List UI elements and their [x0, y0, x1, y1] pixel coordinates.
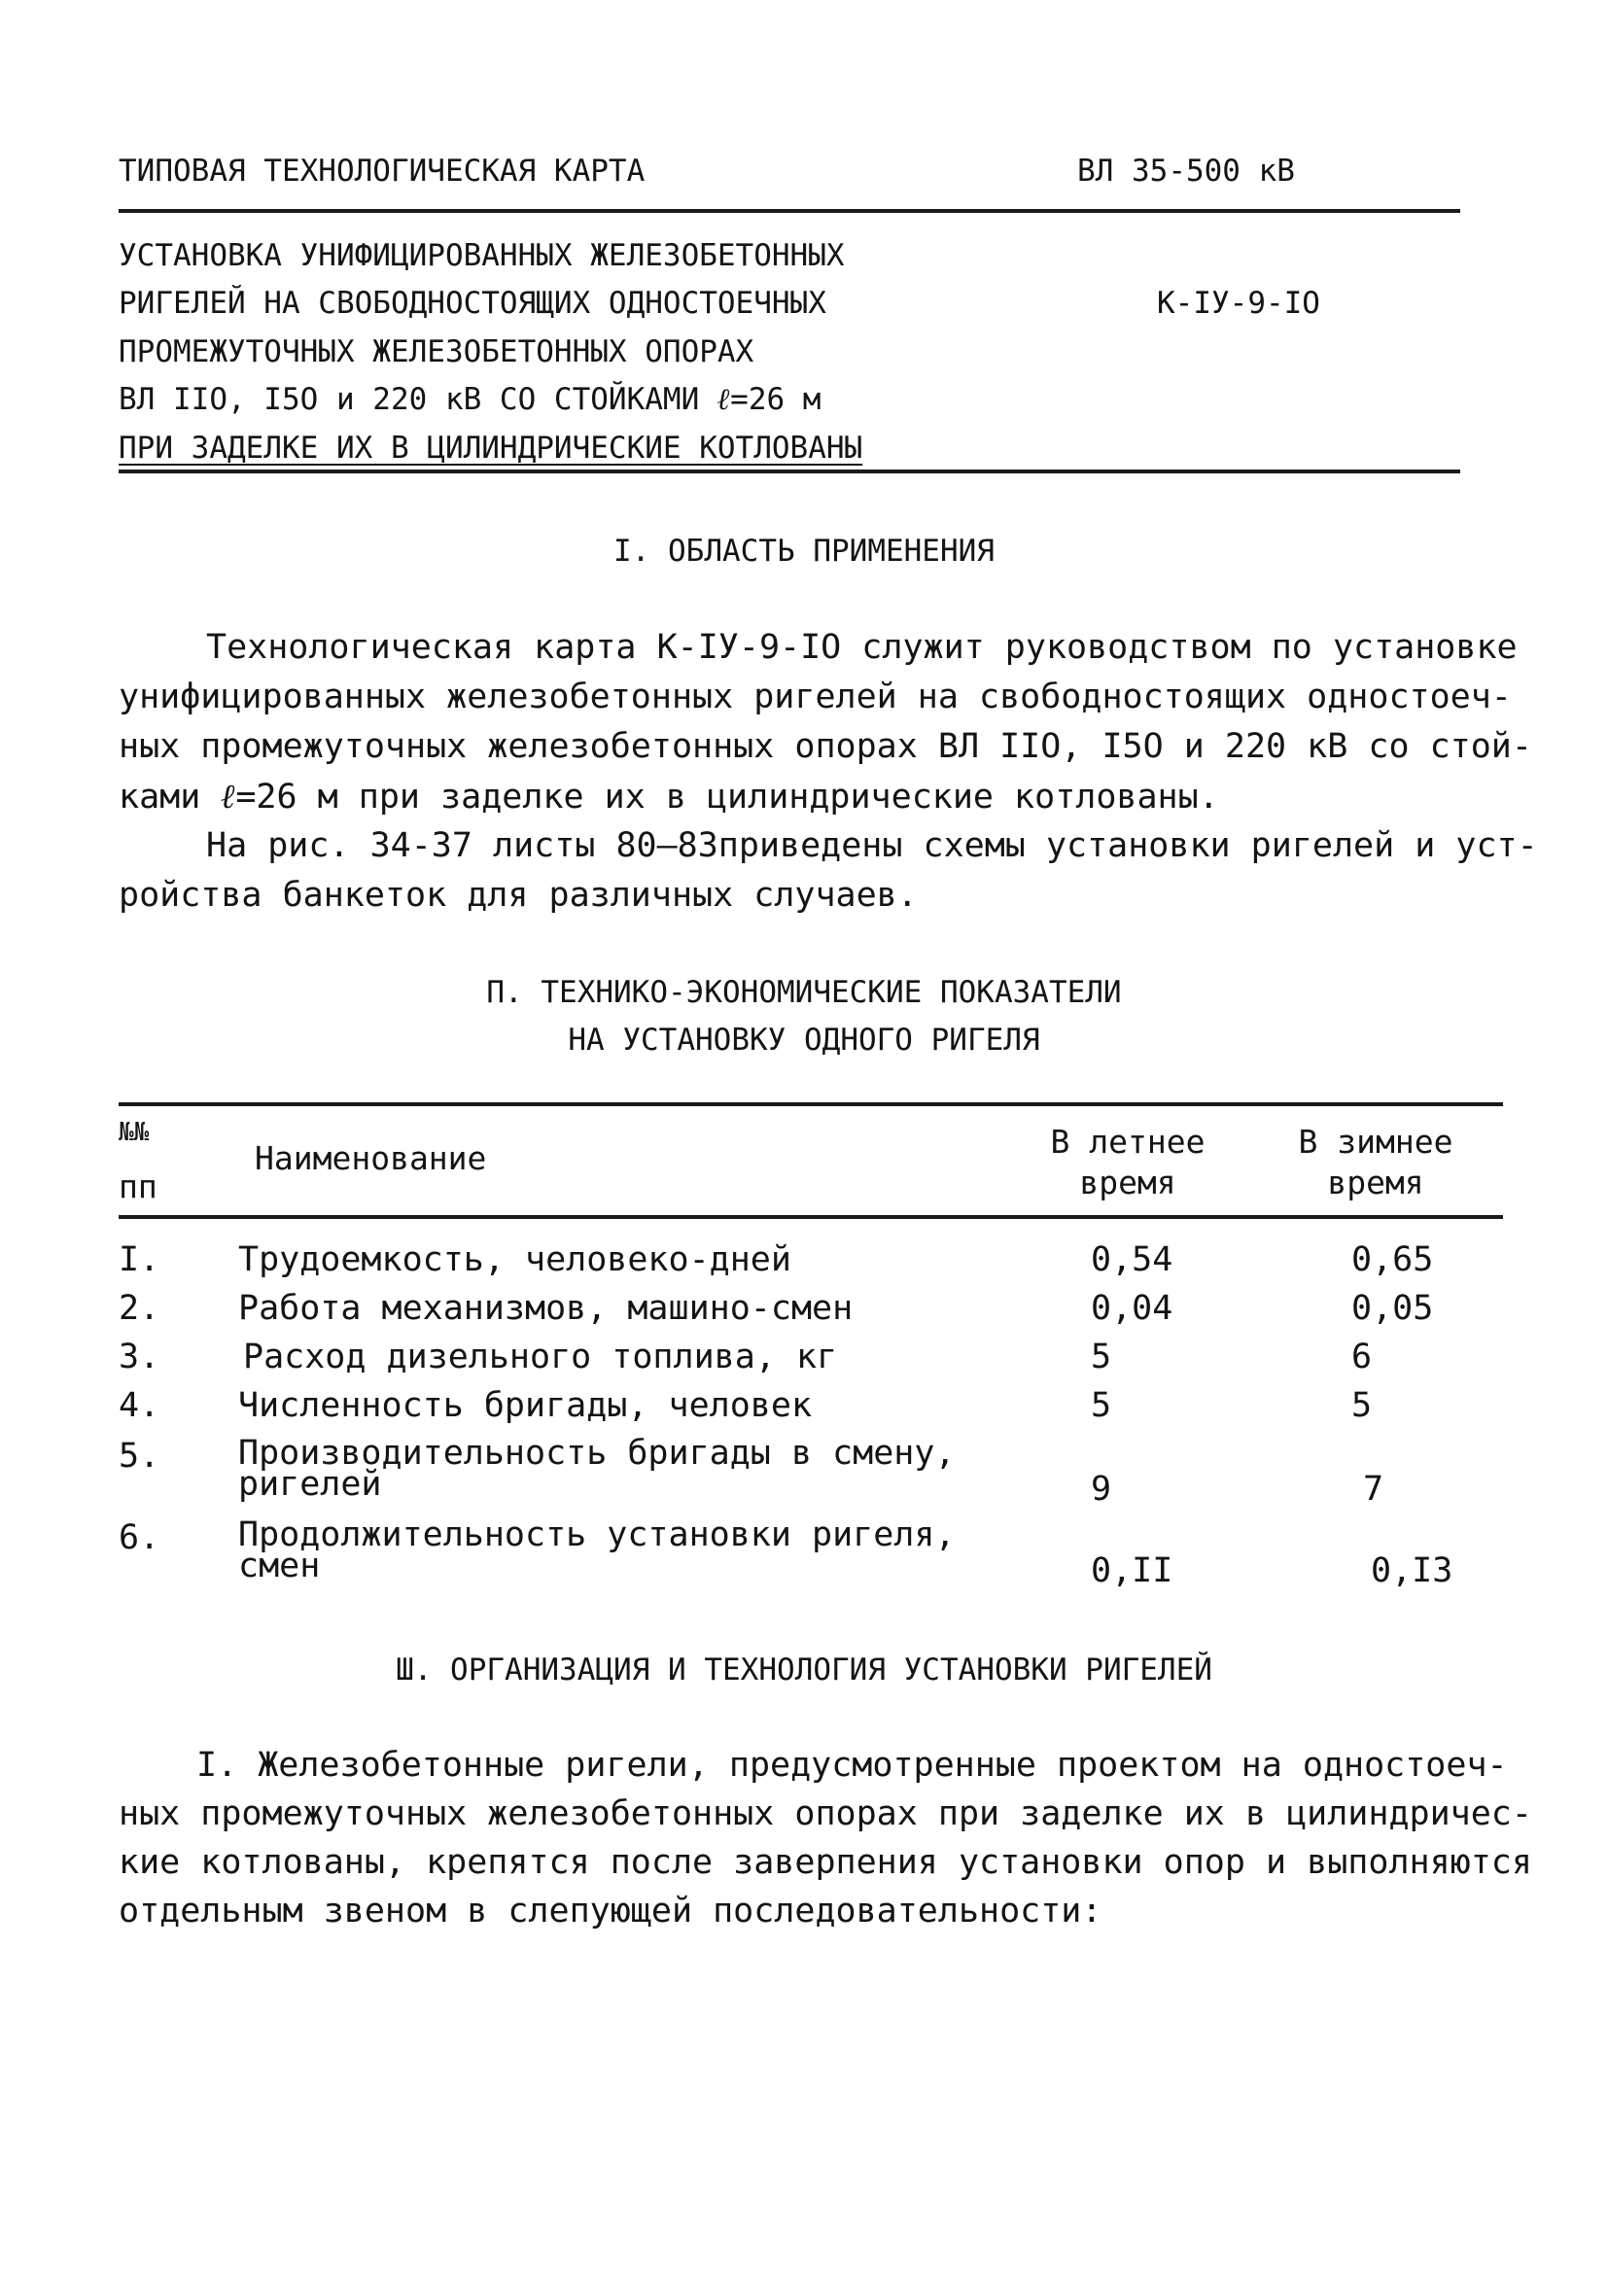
section-3-para-line-2: ных промежуточных железобетонных опорах при заделке их в цилиндричес-	[119, 1794, 1532, 1833]
row-winter-value: 7	[1363, 1470, 1384, 1509]
row-summer-value: 0,04	[1091, 1289, 1173, 1328]
title-line-5: ПРИ ЗАДЕЛКЕ ИХ В ЦИЛИНДРИЧЕСКИЕ КОТЛОВАНЫ	[119, 431, 863, 466]
document-type-label: ТИПОВАЯ ТЕХНОЛОГИЧЕСКАЯ КАРТА	[119, 154, 646, 189]
voltage-range: ВЛ 35-500 кВ	[1077, 154, 1295, 189]
row-winter-value: 6	[1351, 1338, 1373, 1376]
section-1-para-1-line-3: ных промежуточных железобетонных опорах ВЛ IIО, I5О и 220 кВ со стой-	[119, 727, 1532, 766]
col-header-name: Наименование	[255, 1139, 487, 1177]
section-1-para-1-line-4	[119, 777, 1219, 817]
section-3-heading: Ш. ОРГАНИЗАЦИЯ И ТЕХНОЛОГИЯ УСТАНОВКИ РИГЕЛЕЙ	[396, 1652, 1212, 1687]
section-3-para-line-1: I. Железобетонные ригели, предусмотренные проектом на одностоеч-	[196, 1746, 1508, 1785]
row-name-line-2: смен	[238, 1547, 321, 1585]
row-number: 2.	[119, 1289, 160, 1328]
table-rule-header	[119, 1215, 1503, 1219]
section-2-heading-line-1: П. ТЕХНИКО-ЭКОНОМИЧЕСКИЕ ПОКАЗАТЕЛИ	[486, 975, 1122, 1010]
section-2-heading-line-2: НА УСТАНОВКУ ОДНОГО РИГЕЛЯ	[568, 1023, 1040, 1058]
title-line-4	[119, 382, 821, 417]
para-2-sheets: 80–83	[615, 826, 718, 865]
length-symbol: ℓ	[717, 382, 731, 417]
card-code: К-IУ-9-IО	[1157, 286, 1320, 321]
row-number: 6.	[119, 1518, 160, 1557]
title-line-3: ПРОМЕЖУТОЧНЫХ ЖЕЛЕЗОБЕТОННЫХ ОПОРАХ	[119, 334, 754, 369]
section-1-para-1-line-2: унифицированных железобетонных ригелей на свободностоящих одностоеч-	[119, 678, 1512, 716]
para-2-prefix: На рис. 34-37 листы	[206, 826, 616, 865]
row-summer-value: 5	[1091, 1386, 1112, 1425]
row-number: 5.	[119, 1437, 160, 1476]
header-rule-bottom	[119, 470, 1460, 473]
table-rule-top	[119, 1102, 1503, 1106]
row-summer-value: 0,II	[1091, 1551, 1173, 1590]
title-line-4-text: ВЛ IIО, I5О и 220 кВ СО СТОЙКАМИ	[119, 382, 717, 417]
para-2-suffix: приведены схемы установки ригелей и уст-	[717, 826, 1538, 865]
row-winter-value: 5	[1351, 1386, 1373, 1425]
row-name-line-1: Продолжительность установки ригеля,	[238, 1515, 956, 1554]
col-header-winter-line-1: В зимнее	[1298, 1123, 1453, 1161]
row-summer-value: 9	[1091, 1470, 1112, 1509]
section-3-para-line-3: кие котлованы, крепятся после заверпения установки опор и выполняются	[119, 1843, 1532, 1882]
row-name: Численность бригады, человек	[238, 1386, 813, 1425]
row-name: Трудоемкость, человеко-дней	[238, 1240, 791, 1279]
row-number: 3.	[119, 1338, 160, 1376]
col-header-num-line-1: №№	[119, 1118, 150, 1147]
row-name: Работа механизмов, машино-смен	[238, 1289, 854, 1328]
length-value: =26 м	[730, 382, 821, 417]
row-summer-value: 5	[1091, 1338, 1112, 1376]
title-line-1: УСТАНОВКА УНИФИЦИРОВАННЫХ ЖЕЛЕЗОБЕТОННЫХ	[119, 238, 845, 273]
header-rule-top	[119, 209, 1460, 213]
col-header-summer-line-1: В летнее	[1050, 1123, 1206, 1161]
col-header-num-line-2: пп	[119, 1167, 157, 1205]
section-1-heading: I. ОБЛАСТЬ ПРИМЕНЕНИЯ	[613, 534, 995, 569]
section-1-para-2-line-1	[206, 826, 1538, 865]
row-summer-value: 0,54	[1091, 1240, 1173, 1279]
row-winter-value: 0,I3	[1371, 1551, 1453, 1590]
section-1-para-2-line-2: ройства банкеток для различных случаев.	[119, 876, 918, 915]
length-symbol-inline: ℓ	[221, 777, 236, 817]
para-1-line-4-prefix: ками	[119, 778, 222, 817]
row-name: Расход дизельного топлива, кг	[243, 1338, 838, 1376]
row-name-line-1: Производительность бригады в смену,	[238, 1434, 956, 1473]
section-1-para-1-line-1: Технологическая карта К-IУ-9-IО служит руководством по установке	[206, 628, 1518, 667]
row-number: I.	[119, 1240, 160, 1279]
section-3-para-line-4: отдельным звеном в слепующей последовательности:	[119, 1892, 1102, 1931]
col-header-summer-line-2: время	[1079, 1164, 1176, 1201]
row-name-line-2: ригелей	[238, 1465, 382, 1504]
row-number: 4.	[119, 1386, 160, 1425]
col-header-winter-line-2: время	[1327, 1164, 1424, 1201]
para-1-line-4-suffix: =26 м при заделке их в цилиндрические котлованы.	[235, 778, 1219, 817]
row-winter-value: 0,05	[1351, 1289, 1434, 1328]
title-line-2: РИГЕЛЕЙ НА СВОБОДНОСТОЯЩИХ ОДНОСТОЕЧНЫХ	[119, 286, 826, 321]
row-winter-value: 0,65	[1351, 1240, 1434, 1279]
